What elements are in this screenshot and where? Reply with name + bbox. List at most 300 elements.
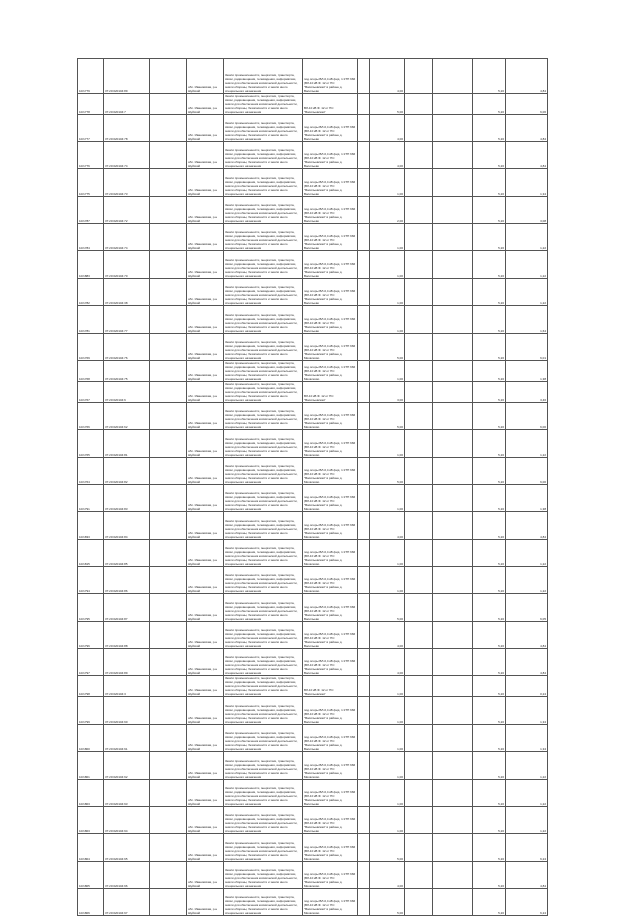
cell-empty [433, 333, 473, 360]
cell-value: 6,00 [506, 457, 548, 484]
cell-empty [405, 861, 433, 888]
cell-category: Земли промышленности, энергетики, транспорта, связи, радиовещания, телевидения, информатики, земли для обеспечения космической деятельности, земли обороны, безопасности и земли иного специального назначения [224, 251, 303, 278]
cell-category: Земли промышленности, энергетики, транспорта, связи, радиовещания, телевидения, информатики, земли для обеспечения космической деятельности, земли обороны, безопасности и земли иного специального назначения [224, 381, 303, 402]
cell-empty [358, 430, 370, 457]
cell-empty [358, 196, 370, 223]
cell-empty [405, 278, 433, 305]
cell-empty [358, 457, 370, 484]
cell-permitted-use: под опоры ВЛ-0,4 кВ фид. 1 КТП 666 (ВЛ-10 кВ Ф. 12 от ПС "Васильевская" в районе д. Васильево [303, 779, 358, 806]
cell-id: 10/1803 [78, 806, 104, 833]
cell-permitted-use: под опоры ВЛ-0,4 кВ фид. 1 КТП 666 (ВЛ-10 кВ Ф. 12 от ПС "Васильевская" в районе д. Васильево [303, 724, 358, 751]
cell-empty [150, 360, 187, 381]
cell-empty [405, 93, 433, 114]
cell-empty [358, 752, 370, 779]
cell-permitted-use: под опоры ВЛ-0,4 кВ фид. 1 КТП 666 (ВЛ-10 кВ Ф. 12 от ПС "Васильевская" в районе д. Михалково [303, 457, 358, 484]
cell-category: Земли промышленности, энергетики, транспорта, связи, радиовещания, телевидения, информатики, земли для обеспечения космической деятельности, земли обороны, безопасности и земли иного специального назначения [224, 594, 303, 621]
cell-district: обл. Ивановская, р-н Шуйский [187, 251, 224, 278]
cell-id: 10/1794 [78, 567, 104, 594]
cell-empty [358, 539, 370, 566]
cell-cadastral-number: 37:20:020104:94 [104, 806, 150, 833]
cell-empty [150, 697, 187, 724]
cell-cadastral-number: 37:20:020104:93 [104, 779, 150, 806]
cell-value: 1,34 [506, 169, 548, 196]
table-row [78, 567, 548, 594]
cell-empty [433, 889, 473, 916]
cell-rate: 5,20 [473, 333, 506, 360]
cell-cadastral-number: 37:20:020104:74 [104, 142, 150, 169]
cell-permitted-use: под опоры ВЛ-0,4 кВ фид. 1 КТП 666 (ВЛ-10 кВ Ф. 12 от ПС "Васильевская" в районе д. Васильево [303, 621, 358, 648]
cell-district: обл. Ивановская, р-н Шуйский [187, 93, 224, 114]
cell-empty [358, 621, 370, 648]
table-row [78, 834, 548, 861]
cell-empty [433, 484, 473, 511]
cell-area: 1,00 [370, 539, 405, 566]
cell-rate: 5,20 [473, 59, 506, 94]
cell-area: 1,00 [370, 567, 405, 594]
cell-category: Земли промышленности, энергетики, транспорта, связи, радиовещания, телевидения, информатики, земли для обеспечения космической деятельности, земли обороны, безопасности и земли иного специального назначения [224, 333, 303, 360]
cell-empty [358, 169, 370, 196]
cell-value: 6,24 [506, 834, 548, 861]
cell-empty [433, 752, 473, 779]
cell-empty [150, 834, 187, 861]
cell-cadastral-number: 37:20:020104:74 [104, 224, 150, 251]
cell-id: 10/1784 [78, 224, 104, 251]
cell-empty [358, 114, 370, 141]
cell-cadastral-number: 37:20:020104:88 [104, 621, 150, 648]
cell-value: 1,22 [506, 251, 548, 278]
cell-empty [150, 59, 187, 94]
cell-permitted-use: ВЛ-10 кВ Ф. 12 от ПС "Васильевская" [303, 381, 358, 402]
cell-id: 10/1815 [78, 539, 104, 566]
cell-category: Земли промышленности, энергетики, транспорта, связи, радиовещания, телевидения, информатики, земли для обеспечения космической деятельности, земли обороны, безопасности и земли иного специального назначения [224, 889, 303, 916]
cell-permitted-use: под опоры ВЛ-0,4 кВ фид. 1 КТП 666 (ВЛ-10 кВ Ф. 12 от ПС "Васильевская" в районе д. Васильево [303, 306, 358, 333]
cell-rate: 5,20 [473, 142, 506, 169]
table-row [78, 861, 548, 888]
cell-empty [150, 621, 187, 648]
cell-permitted-use: под опоры ВЛ-0,4 кВ фид. 1 КТП 666 (ВЛ-10 кВ Ф. 12 от ПС "Васильевская" в районе д. Васильево [303, 594, 358, 621]
cell-empty [358, 333, 370, 360]
cell-id: 10/1769 [78, 333, 104, 360]
table-row [78, 752, 548, 779]
table-row [78, 333, 548, 360]
cell-category: Земли промышленности, энергетики, транспорта, связи, радиовещания, телевидения, информатики, земли для обеспечения космической деятельности, земли обороны, безопасности и земли иного специального назначения [224, 806, 303, 833]
cell-category: Земли промышленности, энергетики, транспорта, связи, радиовещания, телевидения, информатики, земли для обеспечения космической деятельности, земли обороны, безопасности и земли иного специального назначения [224, 224, 303, 251]
cell-id: 10/1800 [78, 724, 104, 751]
cell-empty [405, 697, 433, 724]
cell-category: Земли промышленности, энергетики, транспорта, связи, радиовещания, телевидения, информатики, земли для обеспечения космической деятельности, земли обороны, безопасности и земли иного специального назначения [224, 360, 303, 381]
cell-permitted-use: под опоры ВЛ-0,4 кВ фид. 1 КТП 666 (ВЛ-10 кВ Ф. 12 от ПС "Васильевская" в районе д. Васильево [303, 169, 358, 196]
cell-cadastral-number: 37:20:020104:77 [104, 306, 150, 333]
cell-area: 4,00 [370, 861, 405, 888]
cell-permitted-use: под опоры ВЛ-0,4 кВ фид. 1 КТП 666 (ВЛ-10 кВ Ф. 12 от ПС "Васильевская" в районе д. Васильево [303, 251, 358, 278]
cell-empty [405, 806, 433, 833]
cell-permitted-use: под опоры ВЛ-0,4 кВ фид. 1 КТП 666 (ВЛ-10 кВ Ф. 12 от ПС "Васильевская" в районе д. Васильево [303, 649, 358, 676]
table-row [78, 196, 548, 223]
cell-area: 1,00 [370, 169, 405, 196]
table-row [78, 381, 548, 402]
cell-rate: 5,20 [473, 278, 506, 305]
cell-cadastral-number: 37:20:020104:76 [104, 333, 150, 360]
cell-value: 1,22 [506, 567, 548, 594]
cell-rate: 5,20 [473, 594, 506, 621]
cell-rate: 5,20 [473, 806, 506, 833]
cell-empty [405, 224, 433, 251]
cell-cadastral-number: 37:20:020104:72 [104, 196, 150, 223]
cell-rate: 5,20 [473, 752, 506, 779]
cell-permitted-use: под опоры ВЛ-0,4 кВ фид. 1 КТП 666 (ВЛ-10 кВ Ф. 12 от ПС "Васильевская" в районе д. Васильево [303, 697, 358, 724]
cell-empty [150, 381, 187, 402]
cell-rate: 5,20 [473, 724, 506, 751]
cell-empty [433, 306, 473, 333]
cell-empty [405, 306, 433, 333]
cell-area: 4,00 [370, 621, 405, 648]
cell-value: 0,24 [506, 676, 548, 697]
cell-empty [150, 539, 187, 566]
cell-id: 10/1787 [78, 196, 104, 223]
cell-cadastral-number: 37:20:020104:81 [104, 430, 150, 457]
cell-id: 10/1765 [78, 430, 104, 457]
cell-district: обл. Ивановская, р-н Шуйский [187, 196, 224, 223]
table-row [78, 224, 548, 251]
cell-empty [433, 594, 473, 621]
cell-permitted-use: под опоры ВЛ-0,4 кВ фид. 1 КТП 666 (ВЛ-10 кВ Ф. 12 от ПС "Васильевская" в районе д. Михалково [303, 360, 358, 381]
cell-empty [150, 333, 187, 360]
cell-district: обл. Ивановская, р-н Шуйский [187, 621, 224, 648]
cell-area: 1,00 [370, 806, 405, 833]
cell-area: 5,00 [370, 402, 405, 429]
cell-rate: 5,20 [473, 834, 506, 861]
cell-empty [433, 114, 473, 141]
cell-cadastral-number: 37:20:020104:95 [104, 834, 150, 861]
cell-id: 10/1803 [78, 779, 104, 806]
spreadsheet-page [77, 58, 547, 916]
cell-district: обл. Ивановская, р-н Шуйский [187, 567, 224, 594]
cell-district: обл. Ивановская, р-н Шуйский [187, 834, 224, 861]
cell-empty [150, 676, 187, 697]
cell-permitted-use: под опоры ВЛ-0,4 кВ фид. 1 КТП 666 (ВЛ-10 кВ Ф. 12 от ПС "Васильевская" в районе д. Васильево [303, 142, 358, 169]
cell-permitted-use: под опоры ВЛ-0,4 кВ фид. 1 КТП 666 (ВЛ-10 кВ Ф. 12 от ПС "Васильевская" в районе д. Михалково [303, 861, 358, 888]
cell-area: 5,00 [370, 834, 405, 861]
cell-empty [405, 594, 433, 621]
cell-value: 6,00 [506, 402, 548, 429]
cell-empty [358, 649, 370, 676]
cell-value: 1,22 [506, 278, 548, 305]
cell-empty [358, 306, 370, 333]
cell-empty [405, 333, 433, 360]
cell-empty [150, 142, 187, 169]
cell-empty [433, 649, 473, 676]
cell-category: Земли промышленности, энергетики, транспорта, связи, радиовещания, телевидения, информатики, земли для обеспечения космической деятельности, земли обороны, безопасности и земли иного специального назначения [224, 430, 303, 457]
cell-district: обл. Ивановская, р-н Шуйский [187, 430, 224, 457]
cell-empty [433, 142, 473, 169]
cell-value: 1,34 [506, 697, 548, 724]
cell-id: 10/1797 [78, 649, 104, 676]
cell-area: 1,00 [370, 752, 405, 779]
cell-district: обл. Ивановская, р-н Шуйский [187, 779, 224, 806]
cell-area: 1,00 [370, 430, 405, 457]
cell-district: обл. Ивановская, р-н Шуйский [187, 649, 224, 676]
cell-empty [150, 752, 187, 779]
cell-empty [358, 402, 370, 429]
cell-value: 1,38 [506, 484, 548, 511]
cell-permitted-use: под опоры ВЛ-0,4 кВ фид. 1 КТП 666 (ВЛ-10 кВ Ф. 12 от ПС "Васильевская" в районе д. Васильево [303, 196, 358, 223]
cell-value: 1,38 [506, 360, 548, 381]
cell-district: обл. Ивановская, р-н Шуйский [187, 724, 224, 751]
cell-category: Земли промышленности, энергетики, транспорта, связи, радиовещания, телевидения, информатики, земли для обеспечения космической деятельности, земли обороны, безопасности и земли иного специального назначения [224, 402, 303, 429]
table-row [78, 512, 548, 539]
table-row [78, 93, 548, 114]
cell-empty [358, 697, 370, 724]
cell-value: 1,22 [506, 539, 548, 566]
table-row [78, 676, 548, 697]
cell-district: обл. Ивановская, р-н Шуйский [187, 224, 224, 251]
cell-empty [433, 278, 473, 305]
cell-permitted-use: под опоры ВЛ-0,4 кВ фид. 1 КТП 666 (ВЛ-10 кВ Ф. 12 от ПС "Васильевская" в районе д. Васильево [303, 59, 358, 94]
cell-value: 1,34 [506, 724, 548, 751]
cell-empty [405, 142, 433, 169]
cell-rate: 5,20 [473, 889, 506, 916]
cell-empty [433, 539, 473, 566]
table-row [78, 59, 548, 94]
cell-area: 1,00 [370, 484, 405, 511]
cell-empty [150, 278, 187, 305]
cell-empty [358, 93, 370, 114]
cell-empty [150, 93, 187, 114]
cell-category: Земли промышленности, энергетики, транспорта, связи, радиовещания, телевидения, информатики, земли для обеспечения космической деятельности, земли обороны, безопасности и земли иного специального назначения [224, 278, 303, 305]
cell-district: обл. Ивановская, р-н Шуйский [187, 512, 224, 539]
cell-empty [358, 142, 370, 169]
cell-cadastral-number: 37:20:020104:91 [104, 724, 150, 751]
table-row [78, 114, 548, 141]
cell-empty [358, 724, 370, 751]
cell-id: 10/1804 [78, 834, 104, 861]
cell-cadastral-number: 37:20:020104:3 [104, 676, 150, 697]
cell-empty [150, 724, 187, 751]
cell-cadastral-number: 37:20:020104:73 [104, 169, 150, 196]
cell-empty [150, 430, 187, 457]
cell-empty [433, 567, 473, 594]
cell-permitted-use: под опоры ВЛ-0,4 кВ фид. 1 КТП 666 (ВЛ-10 кВ Ф. 12 от ПС "Васильевская" в районе д. Михалково [303, 484, 358, 511]
cell-district: обл. Ивановская, р-н Шуйский [187, 697, 224, 724]
cell-empty [358, 861, 370, 888]
cell-category: Земли промышленности, энергетики, транспорта, связи, радиовещания, телевидения, информатики, земли для обеспечения космической деятельности, земли обороны, безопасности и земли иного специального назначения [224, 512, 303, 539]
cell-district: обл. Ивановская, р-н Шуйский [187, 806, 224, 833]
cell-area: 4,00 [370, 649, 405, 676]
cell-rate: 5,20 [473, 457, 506, 484]
cell-id: 10/1776 [78, 142, 104, 169]
cell-rate: 5,20 [473, 251, 506, 278]
cell-category: Земли промышленности, энергетики, транспорта, связи, радиовещания, телевидения, информатики, земли для обеспечения космической деятельности, земли обороны, безопасности и земли иного специального назначения [224, 142, 303, 169]
cell-value: 4,84 [506, 861, 548, 888]
cell-rate: 5,20 [473, 567, 506, 594]
cell-empty [433, 697, 473, 724]
cell-rate: 5,20 [473, 360, 506, 381]
cell-category: Земли промышленности, энергетики, транспорта, связи, радиовещания, телевидения, информатики, земли для обеспечения космической деятельности, земли обороны, безопасности и земли иного специального назначения [224, 59, 303, 94]
cell-rate: 5,20 [473, 861, 506, 888]
cell-area: 1,00 [370, 779, 405, 806]
cell-permitted-use: под опоры ВЛ-0,4 кВ фид. 1 КТП 666 (ВЛ-10 кВ Ф. 12 от ПС "Васильевская" в районе д. Михалково [303, 539, 358, 566]
table-row [78, 402, 548, 429]
cell-cadastral-number: 37:20:020104:97 [104, 889, 150, 916]
cell-empty [433, 251, 473, 278]
cell-area: 5,00 [370, 457, 405, 484]
table-row [78, 594, 548, 621]
cell-empty [150, 567, 187, 594]
cell-cadastral-number: 37:20:020104:62 [104, 402, 150, 429]
cell-empty [433, 676, 473, 697]
cell-empty [150, 484, 187, 511]
cell-empty [433, 512, 473, 539]
cell-rate: 5,20 [473, 649, 506, 676]
cell-empty [405, 381, 433, 402]
table-row [78, 278, 548, 305]
cell-id: 10/1795 [78, 594, 104, 621]
cell-empty [358, 484, 370, 511]
cell-cadastral-number: 37:20:020104:87 [104, 594, 150, 621]
cell-empty [358, 594, 370, 621]
cell-empty [150, 224, 187, 251]
cell-empty [433, 93, 473, 114]
cell-empty [433, 779, 473, 806]
cell-district: обл. Ивановская, р-н Шуйский [187, 360, 224, 381]
cell-area: 4,00 [370, 512, 405, 539]
cell-district: обл. Ивановская, р-н Шуйский [187, 889, 224, 916]
cell-empty [150, 251, 187, 278]
cell-empty [358, 59, 370, 94]
cell-id: 10/1767 [78, 381, 104, 402]
cell-empty [358, 224, 370, 251]
cell-empty [433, 430, 473, 457]
cell-value: 4,84 [506, 142, 548, 169]
cell-rate: 5,20 [473, 512, 506, 539]
cell-area: 5,00 [370, 889, 405, 916]
table-row [78, 360, 548, 381]
cell-empty [150, 594, 187, 621]
cell-category: Земли промышленности, энергетики, транспорта, связи, радиовещания, телевидения, информатики, земли для обеспечения космической деятельности, земли обороны, безопасности и земли иного специального назначения [224, 539, 303, 566]
cell-id: 10/1805 [78, 861, 104, 888]
cell-empty [405, 752, 433, 779]
cell-district: обл. Ивановская, р-н Шуйский [187, 381, 224, 402]
cell-value: 1,64 [506, 306, 548, 333]
cell-area: 5,00 [370, 93, 405, 114]
cell-district: обл. Ивановская, р-н Шуйский [187, 457, 224, 484]
table-row [78, 169, 548, 196]
cell-empty [150, 306, 187, 333]
cell-empty [405, 649, 433, 676]
cell-empty [433, 224, 473, 251]
cell-district: обл. Ивановская, р-н Шуйский [187, 539, 224, 566]
cell-district: обл. Ивановская, р-н Шуйский [187, 306, 224, 333]
cell-category: Земли промышленности, энергетики, транспорта, связи, радиовещания, телевидения, информатики, земли для обеспечения космической деятельности, земли обороны, безопасности и земли иного специального назначения [224, 567, 303, 594]
cell-category: Земли промышленности, энергетики, транспорта, связи, радиовещания, телевидения, информатики, земли для обеспечения космической деятельности, земли обороны, безопасности и земли иного специального назначения [224, 676, 303, 697]
cell-empty [150, 649, 187, 676]
cell-area: 1,00 [370, 306, 405, 333]
cell-empty [433, 381, 473, 402]
cell-category: Земли промышленности, энергетики, транспорта, связи, радиовещания, телевидения, информатики, земли для обеспечения космической деятельности, земли обороны, безопасности и земли иного специального назначения [224, 861, 303, 888]
cell-empty [150, 806, 187, 833]
cell-id: 10/1768 [78, 360, 104, 381]
cell-rate: 5,20 [473, 676, 506, 697]
table-row [78, 724, 548, 751]
table-row [78, 621, 548, 648]
cell-value: 4,84 [506, 512, 548, 539]
cell-area: 1,00 [370, 278, 405, 305]
cell-empty [150, 402, 187, 429]
cell-empty [433, 621, 473, 648]
cell-empty [150, 889, 187, 916]
table-row [78, 889, 548, 916]
cell-cadastral-number: 37:20:020104:78 [104, 114, 150, 141]
cell-value: 1,22 [506, 779, 548, 806]
cell-empty [405, 724, 433, 751]
cell-category: Земли промышленности, энергетики, транспорта, связи, радиовещания, телевидения, информатики, земли для обеспечения космической деятельности, земли обороны, безопасности и земли иного специального назначения [224, 93, 303, 114]
table-body [78, 59, 548, 916]
cell-empty [358, 779, 370, 806]
cell-district: обл. Ивановская, р-н Шуйский [187, 484, 224, 511]
cell-area: 1,00 [370, 724, 405, 751]
cell-id: 10/1779 [78, 59, 104, 94]
cell-cadastral-number: 37:20:020104:96 [104, 861, 150, 888]
cell-empty [405, 484, 433, 511]
cell-category: Земли промышленности, энергетики, транспорта, связи, радиовещания, телевидения, информатики, земли для обеспечения космической деятельности, земли обороны, безопасности и земли иного специального назначения [224, 724, 303, 751]
cell-empty [405, 457, 433, 484]
cell-empty [405, 779, 433, 806]
cell-rate: 5,20 [473, 381, 506, 402]
cell-id: 10/1833 [78, 512, 104, 539]
cell-area: 5,00 [370, 594, 405, 621]
cell-id: 10/1799 [78, 697, 104, 724]
table-row [78, 457, 548, 484]
cell-value: 1,22 [506, 806, 548, 833]
cell-value: 1,22 [506, 224, 548, 251]
cell-value: 4,84 [506, 114, 548, 141]
cell-value: 4,84 [506, 621, 548, 648]
cell-rate: 5,20 [473, 224, 506, 251]
cell-area: 2,00 [370, 196, 405, 223]
cell-value: 6,06 [506, 93, 548, 114]
cell-empty [358, 512, 370, 539]
cell-empty [358, 806, 370, 833]
cell-value: 3,08 [506, 196, 548, 223]
cell-empty [405, 402, 433, 429]
cell-empty [433, 834, 473, 861]
cell-id: 10/1791 [78, 484, 104, 511]
cell-area: 4,00 [370, 59, 405, 94]
cell-empty [150, 512, 187, 539]
cell-cadastral-number: 37:20:020104:83 [104, 484, 150, 511]
cell-district: обл. Ивановская, р-н Шуйский [187, 752, 224, 779]
table-row [78, 779, 548, 806]
cell-rate: 5,20 [473, 539, 506, 566]
table-row [78, 484, 548, 511]
cell-cadastral-number: 37:20:020104:38 [104, 278, 150, 305]
cell-permitted-use: под опоры ВЛ-0,4 кВ фид. 1 КТП 666 (ВЛ-10 кВ Ф. 12 от ПС "Васильевская" в районе д. Михалково [303, 333, 358, 360]
cell-empty [405, 539, 433, 566]
cell-empty [150, 196, 187, 223]
cell-rate: 5,20 [473, 621, 506, 648]
cell-rate: 5,20 [473, 169, 506, 196]
cell-permitted-use: под опоры ВЛ-0,4 кВ фид. 1 КТП 666 (ВЛ-10 кВ Ф. 12 от ПС "Васильевская" в районе д. Васильево [303, 278, 358, 305]
cell-empty [433, 196, 473, 223]
cell-rate: 5,20 [473, 430, 506, 457]
cell-cadastral-number: 37:20:020104:85 [104, 539, 150, 566]
cell-category: Земли промышленности, энергетики, транспорта, связи, радиовещания, телевидения, информатики, земли для обеспечения космической деятельности, земли обороны, безопасности и земли иного специального назначения [224, 114, 303, 141]
cell-value: 3,46 [506, 381, 548, 402]
table-row [78, 697, 548, 724]
table-row [78, 430, 548, 457]
cell-permitted-use: под опоры ВЛ-0,4 кВ фид. 1 КТП 666 (ВЛ-10 кВ Ф. 12 от ПС "Васильевская" в районе д. Михалково [303, 834, 358, 861]
cell-cadastral-number: 37:20:020104:89 [104, 59, 150, 94]
